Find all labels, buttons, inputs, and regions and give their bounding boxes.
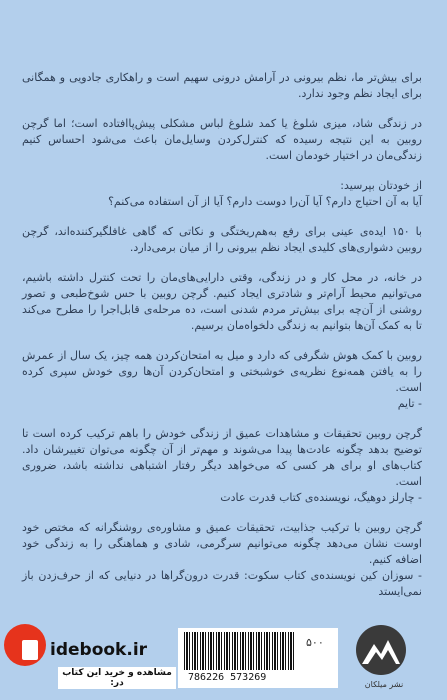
cover-footer: [0, 610, 447, 700]
review-quote: روبین با کمک هوش شگرفی که دارد و میل به امتحان‌کردن همه چیز، یک سال از عمرش را به یافتن همه‌نوع نظریه‌ی خوشبختی و امتحان‌کردن آن‌ها روی خودش سپری کرده است.: [22, 349, 422, 394]
question-text: آیا به آن احتیاج دارم؟ آیا آن‌را دوست دارم؟ آیا از آن استفاده می‌کنم؟: [108, 195, 422, 208]
question-intro: از خودتان بپرسید:: [340, 179, 422, 192]
publisher-name: نشر میلکان: [364, 680, 404, 689]
barcode-number: 786226 573269: [188, 672, 267, 683]
idebook-brand-text: idebook.ir: [50, 640, 148, 660]
review-quote: گرچن روبین با ترکیب جذابیت، تحقیقات عمیق و مشاوره‌ی روشنگرانه که مختص خود اوست نشان می‌دهد چگونه می‌توانیم سرگرمی، شادی و هماهنگی را به زندگی خود اضافه کنیم.: [22, 521, 422, 566]
review-attribution: - سوزان کین نویسنده‌ی کتاب سکوت: قدرت درون‌گراها در دنیایی که از حرف‌زدن باز نمی‌ایستد: [22, 569, 422, 598]
review-3: [22, 520, 422, 600]
review-attribution: - تایم: [397, 397, 422, 410]
blurb-paragraph-3: با ۱۵۰ ایده‌ی عینی برای رفع به‌هم‌ریختگی و نکاتی که گاهی غافلگیرکننده‌اند، گرچن روبین دشواری‌های کلیدی ایجاد نظم بیرونی را از میان برمی‌دارد.: [22, 225, 422, 254]
idebook-ad-banner[interactable]: [0, 618, 178, 700]
blurb-paragraph-2: در زندگی شاد، میزی شلوغ یا کمد شلوغ لباس مشکلی پیش‌پاافتاده است؛ اما گرچن روبین به این نتیجه رسیده که کنترل‌کردن وسایل‌مان باعث می‌شود احساس کنیم زندگی‌مان در اختیار خودمان است.: [22, 117, 422, 162]
idebook-caption: مشاهده و خرید این کتاب در:: [58, 667, 176, 689]
blurb-paragraph-4: در خانه، در محل کار و در زندگی، وقتی دارایی‌های‌مان را تحت کنترل داشته باشیم، می‌توانیم محیط آرام‌تر و شادتری ایجاد کنیم. گرچن روبین با حس شوخ‌طبعی و تصور روشنی از آن‌چه برای بیش‌تر مردم شدنی است، ده مرحله‌ی قابل‌اجرا را مطرح می‌کند تا به کمک آن‌ها بتوانیم به زندگی دلخواه‌مان برسیم.: [22, 271, 422, 332]
isbn-barcode: [178, 628, 338, 688]
blurb-paragraph-1: برای بیش‌تر ما، نظم بیرونی در آرامش درونی سهیم است و راهکاری جادویی و همگانی برای ایجاد نظم وجود ندارد.: [22, 71, 422, 100]
publisher-mountain-logo-icon: [354, 622, 408, 678]
review-2: [22, 426, 422, 506]
price-label: ۵۰۰: [306, 636, 324, 649]
review-quote: گرچن روبین تحقیقات و مشاهدات عمیق از زندگی خودش را باهم ترکیب کرده است تا توضیح بدهد چگونه عادت‌ها پیدا می‌شوند و مهم‌تر از آن چگونه می‌توان تغییرشان داد. کتاب‌های او برای هر کسی که می‌خواهد دیگر رفتار اشتباهی نداشته باشد، ضروری است.: [22, 427, 422, 488]
review-1: [22, 348, 422, 412]
idebook-logo-icon: [4, 624, 46, 666]
book-icon: [22, 640, 38, 660]
barcode-icon: [184, 632, 294, 670]
review-attribution: - چارلز دوهیگ، نویسنده‌ی کتاب قدرت عادت: [220, 491, 422, 504]
back-cover-text: [22, 70, 422, 614]
